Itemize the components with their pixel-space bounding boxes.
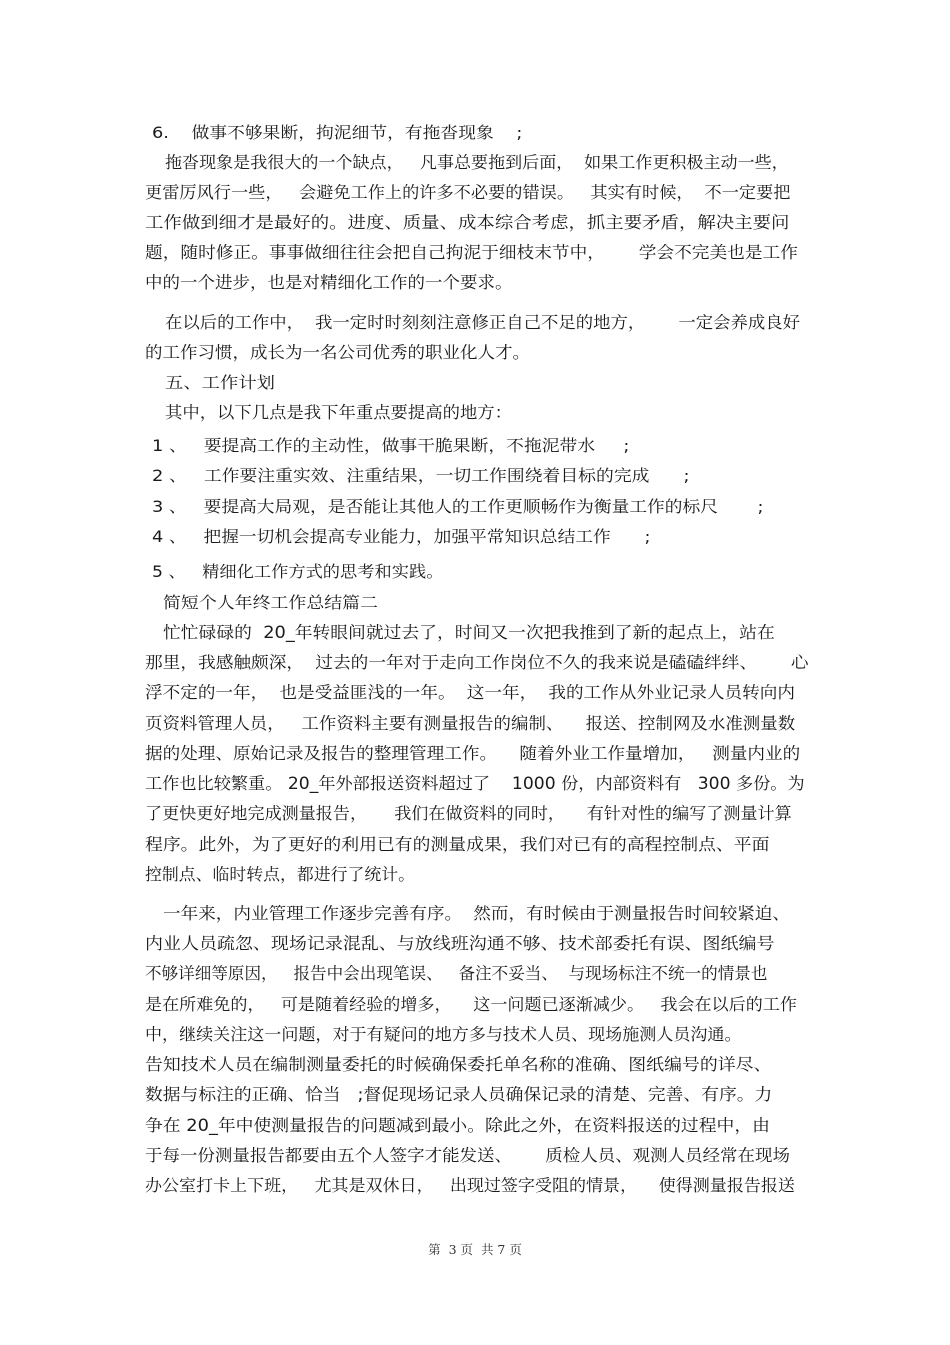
text-line: 更雷厉风行一些， 会避免工作上的许多不必要的错误。 其实有时候， 不一定要把: [145, 183, 791, 202]
text-line: 的工作习惯，成长为一名公司优秀的职业化人才。: [145, 343, 530, 362]
text-line: 浮不定的一年， 也是受益匪浅的一年。 这一年， 我的工作从外业记录人员转向内: [145, 683, 795, 702]
text-line: 是在所难免的， 可是随着经验的增多， 这一问题已逐渐减少。 我会在以后的工作: [145, 995, 797, 1014]
text-line: 五、工作计划: [165, 373, 276, 392]
text-line: 忙忙碌碌的 20_年转眼间就过去了，时间又一次把我推到了新的起点上，站在: [163, 623, 775, 642]
text-line: 其中，以下几点是我下年重点要提高的地方：: [165, 403, 512, 422]
text-line: 一年来，内业管理工作逐步完善有序。 然而，有时候由于测量报告时间较紧迫、: [163, 904, 790, 923]
text-line: 于每一份测量报告都要由五个人签字才能发送、 质检人员、观测人员经常在现场: [145, 1146, 790, 1165]
text-line: 在以后的工作中， 我一定时时刻刻注意修正自己不足的地方， 一定会养成良好: [165, 313, 800, 332]
text-line: 程序。此外，为了更好的利用已有的测量成果，我们对已有的高程控制点、平面: [145, 835, 770, 854]
text-line: 1 、 要提高工作的主动性，做事干脆果断，不拖泥带水 ;: [152, 436, 630, 455]
text-line: 据的处理、原始记录及报告的整理管理工作。 随着外业工作量增加， 测量内业的: [145, 744, 801, 763]
text-line: 了更快更好地完成测量报告， 我们在做资料的同时， 有针对性的编写了测量计算: [145, 804, 792, 823]
text-line: 题，随时修正。事事做细往往会把自己拘泥于细枝末节中， 学会不完美也是工作: [145, 243, 798, 262]
text-line: 中，继续关注这一问题，对于有疑问的地方多与技术人员、现场施测人员沟通。: [145, 1025, 742, 1044]
text-line: 争在 20_年中使测量报告的问题减到最小。除此之外，在资料报送的过程中，由: [145, 1116, 770, 1135]
text-line: 6. 做事不够果断，拘泥细节，有拖沓现象 ;: [152, 123, 523, 142]
text-line: 办公室打卡上下班， 尤其是双休日， 出现过签字受阻的情景， 使得测量报告报送: [145, 1176, 795, 1195]
text-line: 告知技术人员在编制测量委托的时候确保委托单名称的准确、图纸编号的详尽、: [145, 1055, 772, 1074]
text-line: 不够详细等原因， 报告中会出现笔误、 备注不妥当、 与现场标注不统一的情景也: [145, 964, 768, 983]
text-line: 2 、 工作要注重实效、注重结果，一切工作围绕着目标的完成 ;: [152, 466, 690, 485]
page-footer: 第 3 页 共 7 页: [428, 1242, 522, 1257]
text-line: 工作也比较繁重。 20_年外部报送资料超过了 1000 份，内部资料有 300 多份。为: [145, 774, 805, 793]
text-line: 中的一个进步，也是对精细化工作的一个要求。: [145, 273, 513, 292]
text-line: 3 、 要提高大局观，是否能让其他人的工作更顺畅作为衡量工作的标尺 ;: [152, 497, 764, 516]
text-line: 工作做到细才是最好的。进度、质量、成本综合考虑，抓主要矛盾，解决主要问: [145, 213, 790, 232]
text-line: 内业人员疏忽、现场记录混乱、与放线班沟通不够、技术部委托有误、图纸编号: [145, 934, 775, 953]
text-line: 数据与标注的正确、恰当 ;督促现场记录人员确保记录的清楚、完善、有序。力: [145, 1085, 773, 1104]
text-line: 拖沓现象是我很大的一个缺点， 凡事总要拖到后面， 如果工作更积极主动一些，: [165, 153, 789, 172]
text-line: 5 、 精细化工作方式的思考和实践。: [152, 562, 444, 581]
text-line: 4 、 把握一切机会提高专业能力，加强平常知识总结工作 ;: [152, 527, 651, 546]
text-line: 页资料管理人员， 工作资料主要有测量报告的编制、 报送、控制网及水准测量数: [145, 714, 796, 733]
text-line: 控制点、临时转点，都进行了统计。: [145, 865, 415, 884]
text-line: 那里，我感触颇深， 过去的一年对于走向工作岗位不久的我来说是磕磕绊绊、 心: [145, 653, 809, 672]
text-line: 简短个人年终工作总结篇二: [163, 593, 379, 612]
